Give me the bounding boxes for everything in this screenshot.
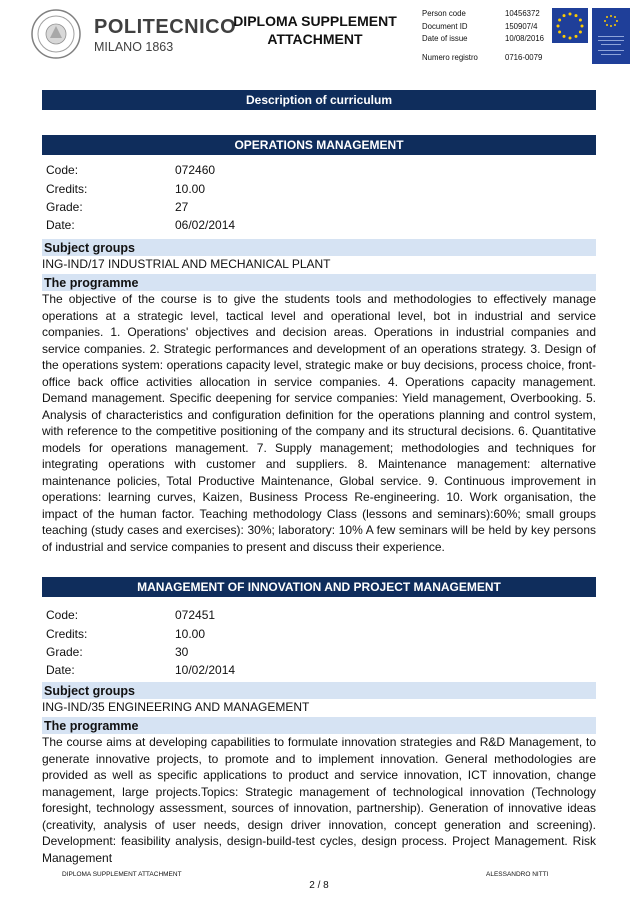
footer-document-name: DIPLOMA SUPPLEMENT ATTACHMENT xyxy=(62,871,182,878)
subject-group-value: ING-IND/35 ENGINEERING AND MANAGEMENT xyxy=(42,700,310,714)
document-title-line2: ATTACHMENT xyxy=(267,31,363,47)
course-title-bar: MANAGEMENT OF INNOVATION AND PROJECT MANAGEMENT xyxy=(42,577,596,597)
footer-student-name: ALESSANDRO NITTI xyxy=(486,871,549,878)
course-title-bar: OPERATIONS MANAGEMENT xyxy=(42,135,596,155)
meta-value: 150907/4 xyxy=(505,21,538,31)
programme-text: The course aims at developing capabilities to formulate innovation strategies and R&D Management, to generate innovative projects, to promote and to implement innovation. General methodologies are provided as well as specific applications to product and service innovation, ICT innovation, change management, large projects.Topics: Strategic management of technological innovation (Technology foresight, technology assessment, sources of innovation, partnership). Generation of innovative ideas (creativity, analysis of user needs, design driver innovation, concept generation and screening). Development: feasibility analysis, design-build-test cycles, design process. Project Management. Risk Management xyxy=(42,735,596,865)
course-details xyxy=(46,161,235,235)
credits-label: Credits: xyxy=(46,181,88,196)
course-code-row xyxy=(46,606,235,624)
code-value: 072451 xyxy=(175,608,216,623)
date-value: 06/02/2014 xyxy=(175,218,236,233)
code-label: Code: xyxy=(46,608,79,623)
date-value: 10/02/2014 xyxy=(175,663,236,678)
politecnico-logo xyxy=(30,8,237,60)
meta-date-of-issue xyxy=(422,33,544,46)
grade-value: 30 xyxy=(175,644,189,659)
subject-groups-heading: Subject groups xyxy=(42,239,596,256)
code-value: 072460 xyxy=(175,163,216,178)
programme-heading: The programme xyxy=(42,274,596,291)
certification-label-icon xyxy=(592,8,630,64)
credits-value: 10.00 xyxy=(175,626,206,641)
section-title-bar: Description of curriculum xyxy=(42,90,596,110)
university-seal-icon xyxy=(30,8,90,60)
meta-value: 10456372 xyxy=(505,8,540,18)
document-meta xyxy=(422,7,544,64)
credits-value: 10.00 xyxy=(175,181,206,196)
course-grade-row xyxy=(46,198,235,216)
document-title xyxy=(215,12,415,48)
subject-groups-heading: Subject groups xyxy=(42,682,596,699)
code-label: Code: xyxy=(46,163,79,178)
course-date-row xyxy=(46,661,235,679)
course-credits-row xyxy=(46,179,235,197)
meta-key: Document ID xyxy=(422,21,468,31)
course-credits-row xyxy=(46,624,235,642)
meta-value: 0716-0079 xyxy=(505,53,543,63)
meta-key: Date of issue xyxy=(422,34,468,44)
grade-label: Grade: xyxy=(46,199,83,214)
meta-document-id xyxy=(422,20,544,33)
meta-registry-number xyxy=(422,51,544,64)
course-date-row xyxy=(46,216,235,234)
meta-key: Numero registro xyxy=(422,53,478,63)
document-header xyxy=(0,0,638,70)
course-grade-row xyxy=(46,643,235,661)
programme-heading: The programme xyxy=(42,717,596,734)
page-number: 2 / 8 xyxy=(309,880,329,891)
date-label: Date: xyxy=(46,663,75,678)
meta-person-code xyxy=(422,7,544,20)
document-title-line1: DIPLOMA SUPPLEMENT xyxy=(233,13,397,29)
date-label: Date: xyxy=(46,218,75,233)
grade-label: Grade: xyxy=(46,644,83,659)
eu-flag-icon xyxy=(552,8,588,43)
course-details xyxy=(46,606,235,680)
grade-value: 27 xyxy=(175,199,189,214)
meta-key: Person code xyxy=(422,8,466,18)
subject-group-value: ING-IND/17 INDUSTRIAL AND MECHANICAL PLANT xyxy=(42,257,331,271)
course-code-row xyxy=(46,161,235,179)
meta-value: 10/08/2016 xyxy=(505,34,545,44)
credits-label: Credits: xyxy=(46,626,88,641)
logo-subtitle: MILANO 1863 xyxy=(94,40,174,54)
logo-name: POLITECNICO xyxy=(94,16,237,38)
programme-text: The objective of the course is to give the students tools and methodologies to effectively manage operations at a strategic level, tactical level and operational level, bot in industrial and service companies. 1. Operations' objectives and decision areas. Operations in industrial companies and service companies. 2. Strategic performances and development of an operations strategy. 3. Design of the operations system: operations capacity level, strategic make or buy decisions, process choice, front-office back office activities allocation in service companies. 4. Operations capacity management. Demand management. Specific deepening for service companies: Yield management, Overbooking. 5. Analysis of characteristics and configuration definition for the operations planning and control system, with reference to the competitive positioning of the company and its structural decisions. 6. Quantitative models for operations management. 7. Supply management; methodologies and techniques for integrating operations with customer and suppliers. 8. Maintenance management: alternative maintenance policies, Total Productive Maintenance, Global service. 9. Continuous improvement in operations: learning curves, Kaizen, Business Process Re-engineering. 10. Work organisation, the impact of the human factor. Teaching methodology Class (lessons and seminars):60%; small groups teaching (study cases and exercises): 30%; laboratory: 10% A few seminars will be held by key persons of industrial and service companies to present and discuss their experience. xyxy=(42,292,596,554)
